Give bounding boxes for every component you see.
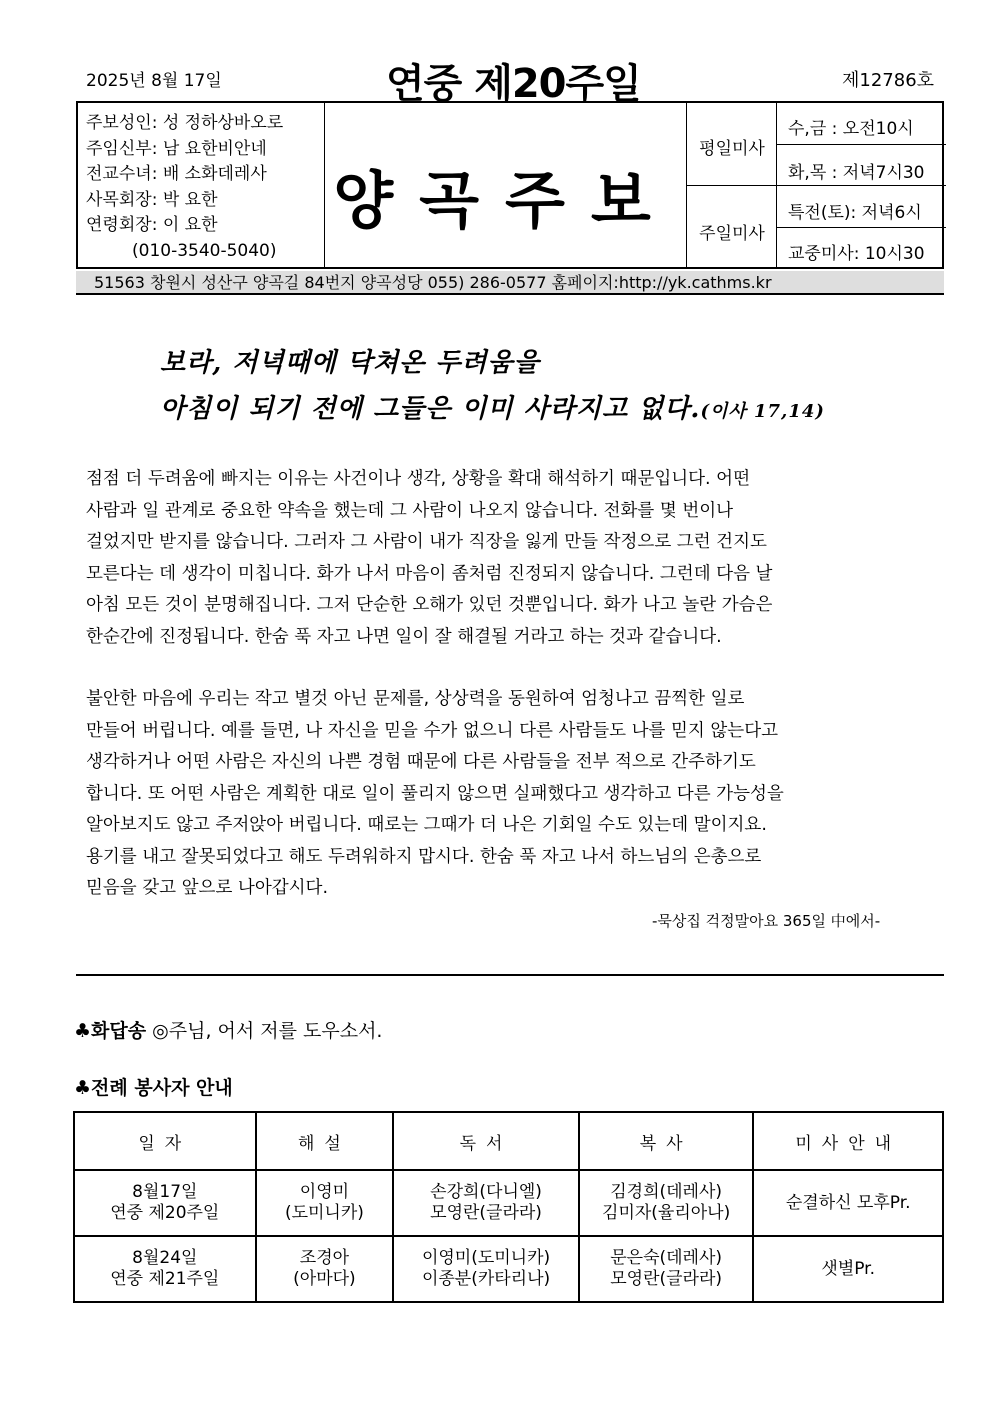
date-cell: 8월17일 연중 제20주일 bbox=[74, 1170, 256, 1236]
weekday-mass-label: 평일미사 bbox=[699, 139, 765, 159]
paragraph-line: 걸었지만 받지를 않습니다. 그러자 그 사람이 내가 직장을 잃게 만들 작정으로 그런 건지도 bbox=[86, 532, 767, 552]
reading-cell: 손강희(다니엘) 모영란(글라라) bbox=[393, 1170, 579, 1236]
club-icon: ♣ bbox=[74, 1077, 92, 1099]
column-header: 미사안내 bbox=[753, 1112, 943, 1170]
guide-cell: 샛별Pr. bbox=[753, 1236, 943, 1302]
paragraph-line: 합니다. 또 어떤 사람은 계획한 대로 일이 풀리지 않으면 실패했다고 생각하고 다른 가능성을 bbox=[86, 783, 784, 804]
date-cell: 8월24일 연중 제21주일 bbox=[74, 1236, 256, 1302]
column-header: 해설 bbox=[256, 1112, 394, 1170]
issue-number: 제12786호 bbox=[842, 70, 935, 91]
paragraph-line: 용기를 내고 잘못되었다고 해도 두려워하지 맙시다. 한숨 푹 자고 나서 하느님의 은총으로 bbox=[86, 846, 762, 867]
paragraph-line: 만들어 버립니다. 예를 들면, 나 자신을 믿을 수가 없으니 다른 사람들도 나를 믿지 않는다고 bbox=[86, 720, 779, 741]
meditation-source: -묵상집 걱정말아요 365일 中에서- bbox=[652, 912, 881, 930]
paragraph-line: 생각하거나 어떤 사람은 자신의 나쁜 경험 때문에 다른 사람들을 전부 적으로 간주하기도 bbox=[86, 752, 756, 772]
paragraph-line: 한순간에 진정됩니다. 한숨 푹 자고 나면 일이 잘 해결될 거라고 하는 것과 같습니다. bbox=[86, 626, 722, 647]
sunday-mass-time: 특전(토): 저녁6시 bbox=[788, 203, 922, 223]
responsorial-psalm bbox=[74, 1016, 382, 1043]
scripture-quote-line1: 보라, 저녁때에 닥쳐온 두려움을 bbox=[160, 348, 540, 378]
ministers-label: 전례 봉사자 안내 bbox=[91, 1077, 233, 1099]
staff-phone: (010-3540-5040) bbox=[132, 240, 277, 261]
guide-cell: 순결하신 모후Pr. bbox=[753, 1170, 943, 1236]
paragraph-line: 불안한 마음에 우리는 작고 별것 아닌 문제를, 상상력을 동원하여 엄청나고 끔찍한 일로 bbox=[86, 689, 745, 709]
paragraph-line: 알아보지도 않고 주저앉아 버립니다. 때로는 그때가 더 나은 기회일 수도 있는데 말이지요. bbox=[86, 815, 767, 835]
reading-cell: 이영미(도미니카) 이종분(카타리나) bbox=[393, 1236, 579, 1302]
quote-reference: (이사 17,14) bbox=[700, 401, 825, 422]
liturgical-title: 연중 제20주일 bbox=[386, 61, 641, 107]
table-row bbox=[74, 1236, 943, 1302]
column-header: 독서 bbox=[393, 1112, 579, 1170]
staff-line: 주임신부: 남 요한비안네 bbox=[86, 138, 267, 159]
server-cell: 김경희(데레사) 김미자(율리아나) bbox=[579, 1170, 754, 1236]
meditation-paragraph-2 bbox=[86, 684, 926, 905]
commentary-cell: 이영미 (도미니카) bbox=[256, 1170, 394, 1236]
quote-text: 아침이 되기 전에 그들은 이미 사라지고 없다. bbox=[160, 394, 701, 424]
sunday-mass-time: 교중미사: 10시30 bbox=[788, 244, 925, 264]
column-header: 일자 bbox=[74, 1112, 256, 1170]
paragraph-line: 아침 모든 것이 분명해집니다. 그저 단순한 오해가 있던 것뿐입니다. 화가 나고 놀란 가슴은 bbox=[86, 595, 773, 615]
responsorial-label: 화답송 bbox=[91, 1020, 147, 1042]
staff-line: 전교수녀: 배 소화데레사 bbox=[86, 164, 267, 184]
parish-staff-list bbox=[86, 111, 283, 264]
meditation-paragraph-1 bbox=[86, 464, 926, 653]
scripture-quote-line2 bbox=[160, 388, 825, 425]
staff-line: 연령회장: 이 요한 bbox=[86, 215, 218, 235]
masthead-box bbox=[76, 101, 944, 269]
table-header-row bbox=[74, 1112, 943, 1170]
column-header: 복사 bbox=[579, 1112, 754, 1170]
staff-line: 주보성인: 성 정하상바오로 bbox=[86, 113, 284, 133]
paragraph-line: 모른다는 데 생각이 미칩니다. 화가 나서 마음이 좀처럼 진정되지 않습니다. 그런데 다음 날 bbox=[86, 563, 773, 584]
paragraph-line: 믿음을 갖고 앞으로 나아갑시다. bbox=[86, 878, 329, 898]
address-bar: 51563 창원시 성산구 양곡길 84번지 양곡성당 055) 286-0577 홈페이지:http://yk.cathms.kr bbox=[76, 271, 944, 295]
server-cell: 문은숙(데레사) 모영란(글라라) bbox=[579, 1236, 754, 1302]
paragraph-line: 점점 더 두려움에 빠지는 이유는 사건이나 생각, 상황을 확대 해석하기 때문입니다. 어떤 bbox=[86, 469, 750, 489]
ministers-heading bbox=[74, 1073, 233, 1100]
sunday-mass-label: 주일미사 bbox=[699, 224, 765, 244]
bulletin-date: 2025년 8월 17일 bbox=[86, 71, 222, 91]
paragraph-line: 사람과 일 관계로 중요한 약속을 했는데 그 사람이 나오지 않습니다. 전화를 몇 번이나 bbox=[86, 500, 734, 521]
table-row bbox=[74, 1170, 943, 1236]
commentary-cell: 조경아 (아마다) bbox=[256, 1236, 394, 1302]
weekday-mass-time: 수,금 : 오전10시 bbox=[788, 119, 914, 139]
staff-line: 사목회장: 박 요한 bbox=[86, 189, 218, 210]
weekday-mass-time: 화,목 : 저녁7시30 bbox=[788, 163, 925, 183]
responsorial-text: ◎주님, 어서 저를 도우소서. bbox=[152, 1020, 383, 1042]
bulletin-logo: 양곡주보 bbox=[333, 164, 677, 237]
club-icon: ♣ bbox=[74, 1020, 92, 1042]
section-divider bbox=[76, 974, 944, 976]
liturgy-ministers-table bbox=[73, 1111, 944, 1303]
